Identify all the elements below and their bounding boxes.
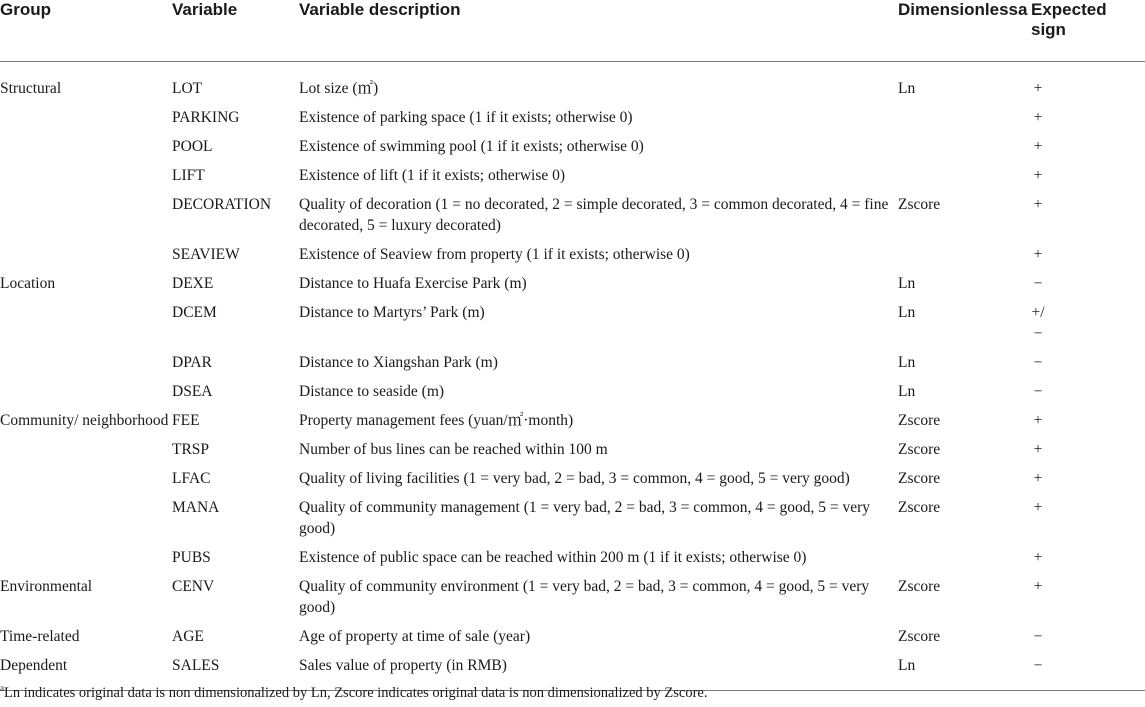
variable-cell: PARKING — [172, 108, 240, 126]
table-row — [0, 132, 1145, 161]
description-cell: Distance to seaside (m) — [299, 382, 445, 400]
description-cell: Sales value of property (in RMB) — [299, 651, 898, 691]
expected-sign-value: + — [1033, 440, 1043, 458]
expected-sign-cell — [1031, 377, 1145, 406]
table-footnote — [0, 684, 707, 702]
dimensionless-cell: Zscore — [898, 440, 941, 458]
variable-cell: AGE — [172, 627, 204, 645]
variable-cell: DSEA — [172, 382, 213, 400]
header-row — [0, 0, 1145, 61]
group-cell — [0, 190, 172, 240]
footnote-marker: a — [0, 683, 4, 694]
expected-sign-cell — [1031, 493, 1145, 543]
table-row — [0, 406, 1145, 435]
expected-sign-cell — [1031, 132, 1145, 161]
description-cell: Distance to Martyrs’ Park (m) — [299, 303, 485, 321]
table-row — [0, 240, 1145, 269]
variable-cell: DCEM — [172, 303, 217, 321]
table-row — [0, 103, 1145, 132]
expected-sign-value: + — [1033, 548, 1043, 566]
description-cell: Existence of parking space (1 if it exists; otherwise 0) — [299, 108, 633, 126]
description-cell: Existence of public space can be reached within 200 m (1 if it exists; otherwise 0) — [299, 548, 807, 566]
description-cell: Quality of decoration (1 = no decorated, 2 = simple decorated, 3 = common decorated, 4 = fine decorated, 5 = luxury decorated) — [299, 195, 889, 234]
expected-sign-value: − — [1033, 274, 1043, 292]
variable-cell: POOL — [172, 137, 213, 155]
expected-sign-cell — [1031, 435, 1145, 464]
table-row — [0, 493, 1145, 543]
description-cell: Quality of living facilities (1 = very bad, 2 = bad, 3 = common, 4 = good, 5 = very good) — [299, 469, 850, 487]
table-row — [0, 348, 1145, 377]
dimensionless-cell — [898, 103, 1031, 132]
expected-sign-cell — [1031, 348, 1145, 377]
description-cell: Quality of community environment (1 = very bad, 2 = bad, 3 = common, 4 = good, 5 = very good) — [299, 577, 870, 616]
table-row — [0, 464, 1145, 493]
expected-sign-cell — [1031, 61, 1145, 103]
table-row — [0, 435, 1145, 464]
expected-sign-cell — [1031, 190, 1145, 240]
description-cell: Number of bus lines can be reached within 100 m — [299, 440, 608, 458]
group-cell: Time-related — [0, 627, 80, 645]
expected-sign-value: + — [1033, 79, 1043, 97]
dimensionless-cell: Ln — [898, 79, 916, 97]
group-cell: Dependent — [0, 651, 172, 691]
variable-cell: LIFT — [172, 166, 205, 184]
dimensionless-cell — [898, 240, 1031, 269]
group-cell — [0, 161, 172, 190]
expected-sign-cell — [1031, 298, 1145, 348]
header-expected-sign: Expected sign — [1031, 0, 1145, 61]
dimensionless-cell: Ln — [898, 651, 1031, 691]
dimensionless-cell: Ln — [898, 274, 916, 292]
expected-sign-value: − — [1033, 382, 1043, 400]
group-cell — [0, 348, 172, 377]
variable-cell: LOT — [172, 79, 203, 97]
table-row — [0, 377, 1145, 406]
description-cell: Lot size (㎡) — [299, 79, 379, 97]
table-row — [0, 298, 1145, 348]
description-cell: Existence of Seaview from property (1 if it exists; otherwise 0) — [299, 245, 690, 263]
dimensionless-cell: Zscore — [898, 627, 941, 645]
variable-cell: CENV — [172, 577, 215, 595]
expected-sign-cell — [1031, 240, 1145, 269]
group-cell — [0, 132, 172, 161]
variable-cell: LFAC — [172, 469, 211, 487]
expected-sign-value: − — [1033, 353, 1043, 371]
variable-cell: SALES — [172, 651, 299, 691]
expected-sign-value: + — [1033, 469, 1043, 487]
description-cell: Distance to Xiangshan Park (m) — [299, 353, 498, 371]
expected-sign-value: + — [1033, 195, 1043, 213]
header-variable: Variable — [172, 0, 299, 61]
expected-sign-value: + — [1033, 108, 1043, 126]
table-row — [0, 269, 1145, 298]
expected-sign-value: + — [1033, 411, 1043, 429]
expected-sign-cell — [1031, 543, 1145, 572]
description-cell: Age of property at time of sale (year) — [299, 627, 531, 645]
dimensionless-cell: Zscore — [898, 195, 941, 213]
group-cell — [0, 103, 172, 132]
header-dimensionless: Dimensionlessa — [898, 0, 1031, 61]
expected-sign-value: + — [1033, 245, 1043, 263]
variable-cell: DEXE — [172, 274, 214, 292]
group-cell: Environmental — [0, 577, 93, 595]
variable-cell: MANA — [172, 498, 220, 516]
variable-cell: PUBS — [172, 548, 211, 566]
group-cell: Structural — [0, 79, 62, 97]
group-cell — [0, 493, 172, 543]
dimensionless-cell: Zscore — [898, 577, 941, 595]
dimensionless-cell: Zscore — [898, 411, 941, 429]
expected-sign-value: +/− — [1031, 303, 1045, 342]
dimensionless-cell — [898, 161, 1031, 190]
expected-sign-cell — [1031, 464, 1145, 493]
table-row — [0, 572, 1145, 622]
expected-sign-cell — [1031, 572, 1145, 622]
expected-sign-cell — [1031, 103, 1145, 132]
group-cell — [0, 377, 172, 406]
variable-cell: DECORATION — [172, 195, 272, 213]
table-row — [0, 190, 1145, 240]
header-group: Group — [0, 0, 172, 61]
header-description: Variable description — [299, 0, 898, 61]
group-cell — [0, 543, 172, 572]
expected-sign-cell — [1031, 622, 1145, 651]
variable-cell: TRSP — [172, 440, 210, 458]
expected-sign-value: + — [1033, 137, 1043, 155]
dimensionless-cell — [898, 543, 1031, 572]
expected-sign-cell — [1031, 651, 1145, 691]
variable-cell: SEAVIEW — [172, 245, 240, 263]
expected-sign-cell — [1031, 161, 1145, 190]
variable-cell: DPAR — [172, 353, 212, 371]
expected-sign-value: + — [1033, 577, 1043, 595]
table-row — [0, 622, 1145, 651]
table-row — [0, 161, 1145, 190]
expected-sign-cell — [1031, 269, 1145, 298]
expected-sign-value: + — [1033, 498, 1043, 516]
group-cell — [0, 298, 172, 348]
description-cell: Existence of lift (1 if it exists; otherwise 0) — [299, 166, 566, 184]
group-cell: Community/ neighborhood — [0, 411, 169, 429]
expected-sign-value: − — [1033, 627, 1043, 645]
description-cell: Existence of swimming pool (1 if it exists; otherwise 0) — [299, 137, 644, 155]
dimensionless-cell — [898, 132, 1031, 161]
dimensionless-cell: Zscore — [898, 469, 941, 487]
group-cell: Location — [0, 274, 56, 292]
dimensionless-cell: Zscore — [898, 498, 941, 516]
variable-cell: FEE — [172, 411, 200, 429]
group-cell — [0, 240, 172, 269]
footnote-text: Ln indicates original data is non dimensionalized by Ln, Zscore indicates original data is non dimensionalized by Zscore. — [4, 685, 708, 701]
expected-sign-value: + — [1033, 166, 1043, 184]
group-cell — [0, 464, 172, 493]
dimensionless-cell: Ln — [898, 353, 916, 371]
dimensionless-cell: Ln — [898, 303, 916, 321]
description-cell: Distance to Huafa Exercise Park (m) — [299, 274, 527, 292]
description-cell: Quality of community management (1 = very bad, 2 = bad, 3 = common, 4 = good, 5 = very good) — [299, 498, 871, 537]
expected-sign-value: − — [1033, 656, 1043, 674]
description-cell: Property management fees (yuan/㎡·month) — [299, 411, 574, 429]
table-row — [0, 61, 1145, 103]
dimensionless-cell: Ln — [898, 382, 916, 400]
group-cell — [0, 435, 172, 464]
table-row — [0, 543, 1145, 572]
expected-sign-cell — [1031, 406, 1145, 435]
